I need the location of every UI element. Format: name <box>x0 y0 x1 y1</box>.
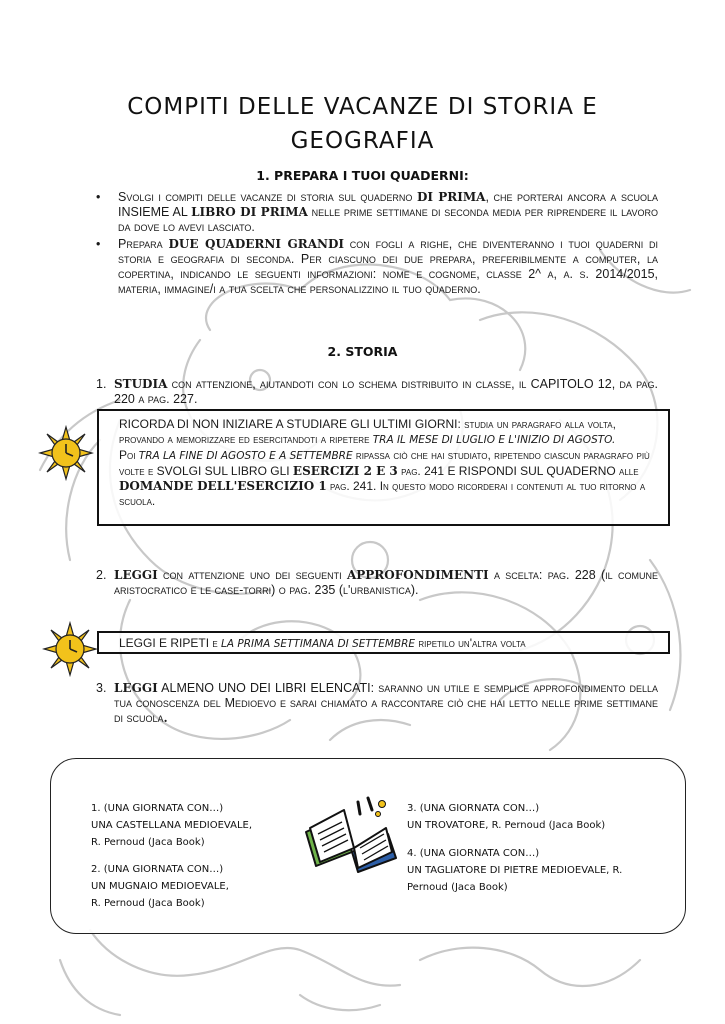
bold-text: LEGGI <box>114 681 158 695</box>
italic-text: LA PRIMA SETTIMANA DI SETTEMBRE <box>221 638 416 650</box>
title-line-2: GEOGRAFIA <box>290 128 435 154</box>
bullet-text: nelle prime settimane di seconda media per riprendere il lavoro da dove lo avevi lasciato. <box>118 205 658 234</box>
book-series: 2. (UNA GIORNATA CON…) <box>91 864 224 875</box>
box-text: ripetilo un'altra volta <box>415 636 526 650</box>
box-text: ripassa ciò che hai studiato, ripetendo ciascun paragrafo più volte e SVOLGI SUL LIBRO GLI <box>119 448 650 478</box>
book-title: UN TROVATORE, R. Pernoud (Jaca Book) <box>407 820 606 831</box>
box-text: RICORDA DI NON INIZIARE A STUDIARE GLI ULTIMI GIORNI: studia un paragrafo alla volta, provando a memorizzare ed esercitandoti a ripetere <box>119 417 616 446</box>
section-1-heading: 1. PREPARA I TUOI QUADERNI: <box>256 168 469 183</box>
box-text: LEGGI E RIPETI e <box>119 636 222 650</box>
sun-clock-icon <box>38 425 94 481</box>
sun-clock-icon <box>42 621 98 677</box>
item-text: a scelta: pag. 228 (il comune aristocratico e le case-torri) o pag. 235 (l'urbanistica). <box>114 568 658 597</box>
section-2-heading: 2. STORIA <box>327 344 398 359</box>
book-series: 3. (UNA GIORNATA CON…) <box>407 803 540 814</box>
bold-text: . <box>163 711 168 725</box>
book-entry-2 <box>91 861 229 912</box>
book-series: 4. (UNA GIORNATA CON…) <box>407 848 540 859</box>
bold-text: LEGGI <box>114 568 158 582</box>
italic-text: TRA LA FINE DI AGOSTO E A SETTEMBRE <box>138 450 353 462</box>
bullet-text: Prepara <box>118 237 169 251</box>
item-number: 1. <box>96 377 107 391</box>
book-entry-1 <box>91 800 252 851</box>
italic-text: TRA IL MESE DI LUGLIO E L'INIZIO DI AGOSTO. <box>372 434 616 446</box>
bullet-dot: • <box>96 237 101 251</box>
bullet-text: con fogli a righe, che diventeranno i tuoi quaderni di storia e geografia di seconda. Per ciascuno dei due prepara, preferibilmente a computer, la copertina, indicando le seguenti informazioni: nome e cognome, classe 2^ a, a. s. 2014/2015, materia, immagine/i a tua scelta che personalizzino il tuo quaderno. <box>118 237 658 296</box>
bold-text: LIBRO DI PRIMA <box>191 205 308 219</box>
bullet-item <box>96 237 658 297</box>
bullet-dot: • <box>96 190 101 204</box>
item-text: con attenzione, aiutandoti con lo schema distribuito in classe, il CAPITOLO 12, da pag. 220 a pag. 227. <box>114 377 658 406</box>
book-entry-4 <box>407 845 622 896</box>
bullet-text: , che porterai ancora a scuola INSIEME AL <box>118 190 658 219</box>
bold-text: DUE QUADERNI GRANDI <box>168 237 344 251</box>
box-text: Poi <box>119 448 139 462</box>
bullet-item <box>96 190 658 235</box>
book-series: 1. (UNA GIORNATA CON…) <box>91 803 224 814</box>
item-text: ALMENO UNO DEI LIBRI ELENCATI: saranno un utile e semplice approfondimento della tua conoscenza del Medioevo e sarai chiamato a raccontare ciò che hai letto nelle prime settimane di scuola <box>114 681 658 725</box>
numbered-item-2 <box>96 568 658 598</box>
item-number: 2. <box>96 568 107 582</box>
numbered-item-1 <box>96 377 658 407</box>
book-title: UNA CASTELLANA MEDIOEVALE, <box>91 820 253 831</box>
bold-text: APPROFONDIMENTI <box>346 568 489 582</box>
page-title <box>100 90 625 158</box>
reminder-box-2 <box>97 631 670 654</box>
open-book-icon <box>300 792 400 874</box>
bold-text: STUDIA <box>114 377 168 391</box>
book-title: UN TAGLIATORE DI PIETRE MEDIOEVALE, R. <box>407 865 623 876</box>
numbered-item-3 <box>96 681 658 726</box>
book-author: Pernoud (Jaca Book) <box>407 882 508 893</box>
book-author: R. Pernoud (Jaca Book) <box>91 837 205 848</box>
section-1-bullets <box>96 190 658 299</box>
book-entry-3 <box>407 800 605 834</box>
bold-text: DOMANDE DELL'ESERCIZIO 1 <box>119 479 327 493</box>
bold-text: ESERCIZI 2 E 3 <box>292 464 398 478</box>
reminder-box-1 <box>97 409 670 526</box>
item-number: 3. <box>96 681 107 695</box>
bold-text: DI PRIMA <box>416 190 486 204</box>
book-author: R. Pernoud (Jaca Book) <box>91 898 205 909</box>
item-text: con attenzione uno dei seguenti <box>157 568 347 582</box>
bullet-text: Svolgi i compiti delle vacanze di storia sul quaderno <box>118 190 417 204</box>
book-title: UN MUGNAIO MEDIOEVALE, <box>91 881 229 892</box>
title-line-1: COMPITI DELLE VACANZE DI STORIA E <box>127 94 598 120</box>
box-text: pag. 241. In questo modo ricorderai i contenuti al tuo ritorno a scuola. <box>119 479 646 508</box>
box-text: pag. 241 E RISPONDI SUL QUADERNO alle <box>397 464 639 478</box>
